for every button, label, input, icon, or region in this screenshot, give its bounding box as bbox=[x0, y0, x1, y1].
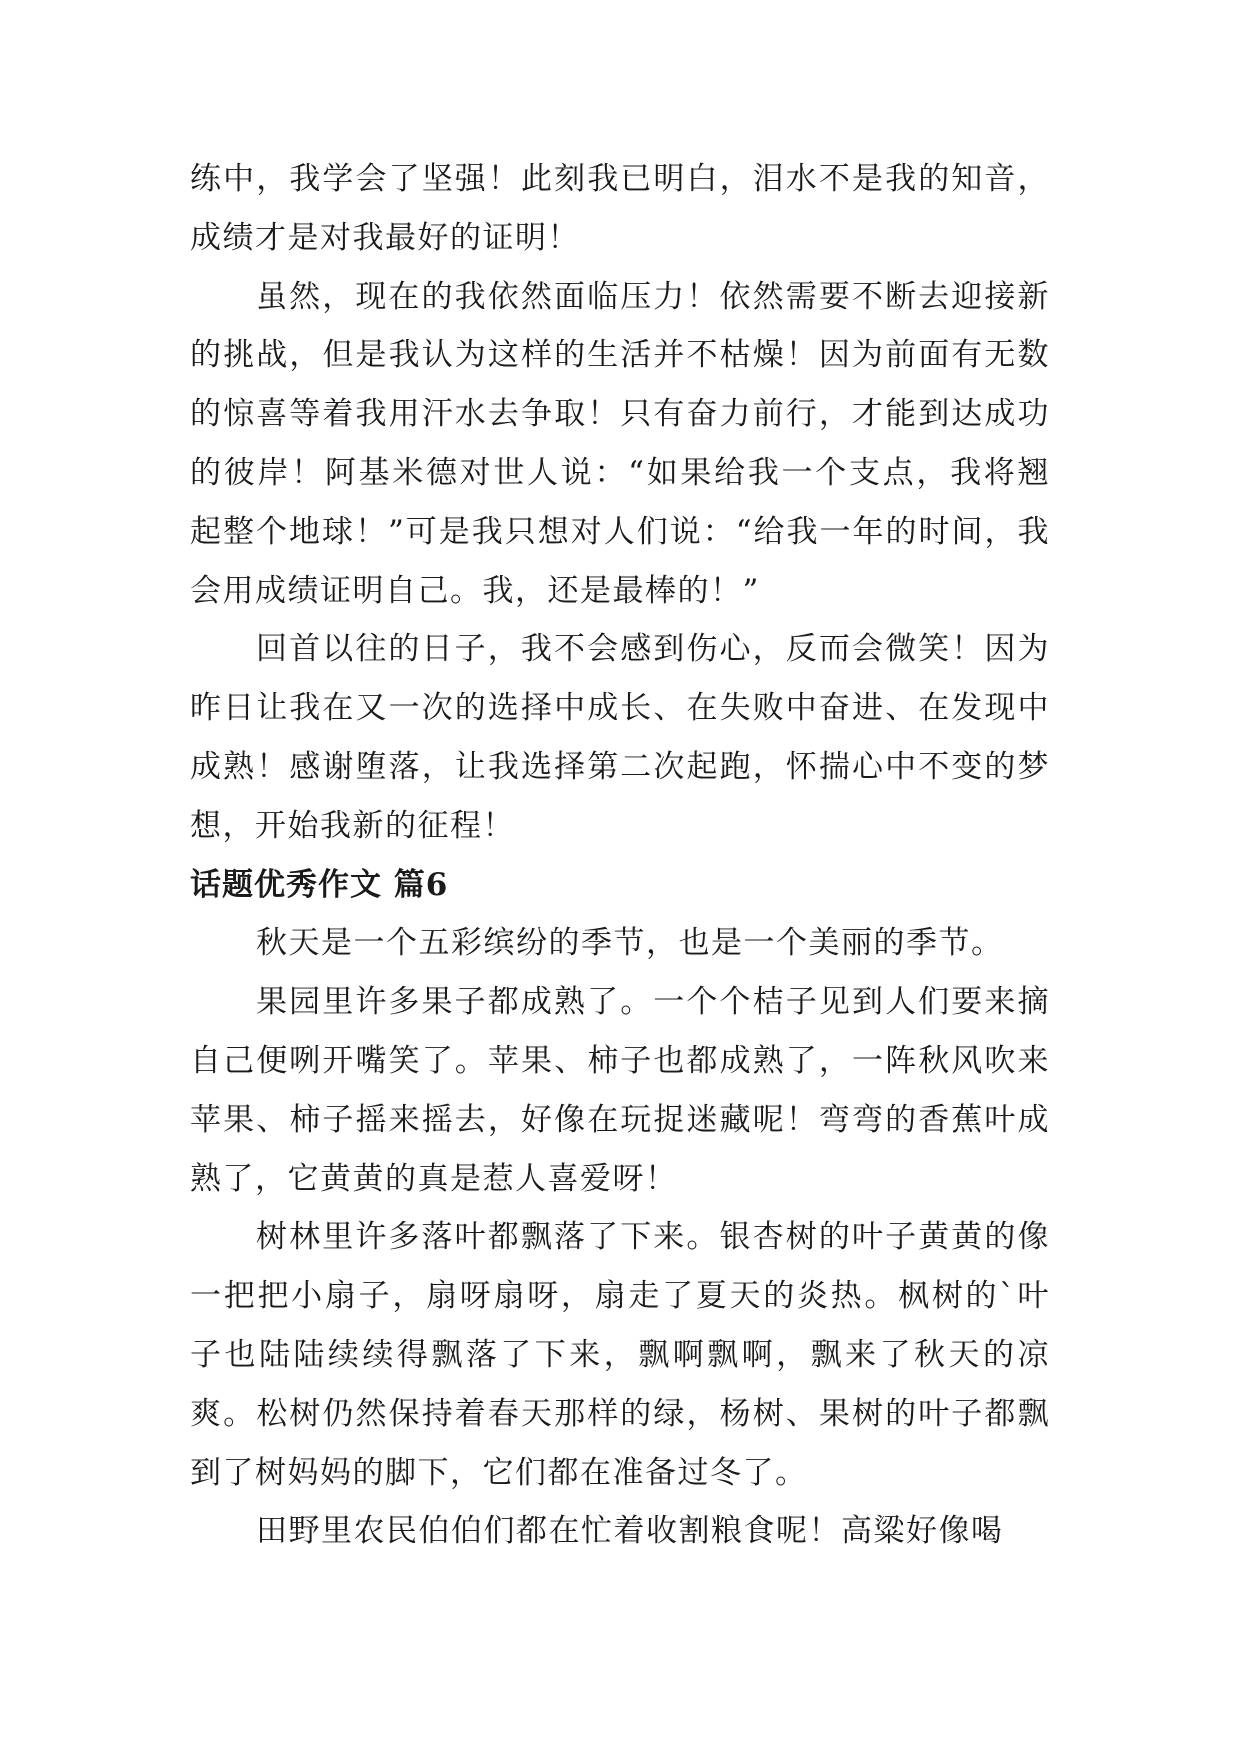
paragraph-5: 果园里许多果子都成熟了。一个个桔子见到人们要来摘自己便咧开嘴笑了。苹果、柿子也都成熟了，一阵秋风吹来苹果、柿子摇来摇去，好像在玩捉迷藏呢！弯弯的香蕉叶成熟了，它黄黄的真是惹人喜爱呀！ bbox=[190, 984, 1050, 1197]
document-body bbox=[190, 150, 1050, 1561]
paragraph-6: 树林里许多落叶都飘落了下来。银杏树的叶子黄黄的像一把把小扇子，扇呀扇呀，扇走了夏天的炎热。枫树的`叶子也陆陆续续得飘落了下来，飘啊飘啊，飘来了秋天的凉爽。松树仍然保持着春天那样的绿，杨树、果树的叶子都飘到了树妈妈的脚下，它们都在准备过冬了。 bbox=[190, 1219, 1050, 1491]
paragraph-2: 虽然，现在的我依然面临压力！依然需要不断去迎接新的挑战，但是我认为这样的生活并不枯燥！因为前面有无数的惊喜等着我用汗水去争取！只有奋力前行，才能到达成功的彼岸！阿基米德对世人说：“如果给我一个支点，我将翘起整个地球！”可是我只想对人们说：“给我一年的时间，我会用成绩证明自己。我，还是最棒的！” bbox=[190, 278, 1050, 609]
section-heading: 话题优秀作文 篇6 bbox=[190, 866, 449, 903]
paragraph-4: 秋天是一个五彩缤纷的季节，也是一个美丽的季节。 bbox=[256, 925, 1004, 962]
paragraph-1: 练中，我学会了坚强！此刻我已明白，泪水不是我的知音，成绩才是对我最好的证明！ bbox=[190, 161, 1050, 256]
paragraph-7: 田野里农民伯伯们都在忙着收割粮食呢！高粱好像喝 bbox=[256, 1513, 1004, 1550]
paragraph-3: 回首以往的日子，我不会感到伤心，反而会微笑！因为昨日让我在又一次的选择中成长、在失败中奋进、在发现中成熟！感谢堕落，让我选择第二次起跑，怀揣心中不变的梦想，开始我新的征程！ bbox=[190, 631, 1050, 844]
